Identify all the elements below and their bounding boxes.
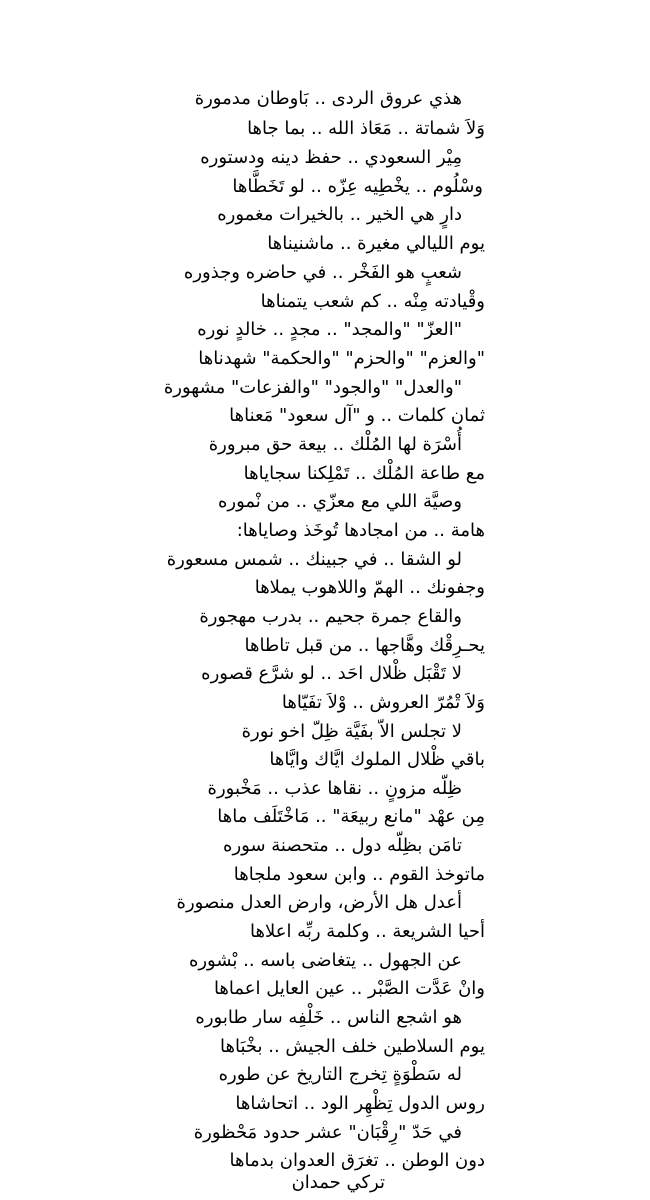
verse-line: له سَطْوَةٍ تِخرج التاريخ عن طوره xyxy=(218,1064,462,1085)
verse-line: دون الوطن .. تغرَق العدوان بدماها xyxy=(229,1150,485,1171)
verse-line: هو اشجع الناس .. خَلْفِه سار طابوره xyxy=(195,1007,462,1028)
verse-line: وقْيادته مِنْه .. كم شعب يتمناها xyxy=(260,291,485,312)
verse-line: مِن عهْد "مانع ربيعَة" .. مَاخْتَلَف ماها xyxy=(217,806,485,827)
verse-line: دارٍ هي الخير .. بالخيرات مغموره xyxy=(217,204,462,225)
verse-line: أحيا الشريعة .. وكلمة ربِّه اعلاها xyxy=(249,921,485,942)
verse-line: يوم السلاطين خلف الجيش .. بخْبَاها xyxy=(220,1036,485,1057)
verse-line: شعبٍ هو الفَخْر .. في حاضره وجذوره xyxy=(183,262,462,283)
verse-line: وصيَّة اللي مع معزّي .. من نْموره xyxy=(217,491,462,512)
verse-line: والقاع جمرة جحيم .. بدرب مهجورة xyxy=(199,606,462,627)
verse-line: لا تجلس الاّ بفَيَّة ظِلّ اخو نورة xyxy=(241,721,462,742)
verse-line: في حَدّ "رِقْبَان" عشر حدود مَحْظورة xyxy=(193,1122,462,1143)
verse-line: هامة .. من امجادها تُوخَذ وصاياها: xyxy=(236,520,485,541)
verse-line: هذي عروق الردى .. بَاوطان مدمورة xyxy=(194,88,462,109)
verse-line: باقي ظْلال الملوك ايَّاك وايَّاها xyxy=(269,749,485,770)
verse-line: روس الدول تِظْهِر الود .. اتحاشاها xyxy=(235,1093,485,1114)
verse-line: وانْ عَدَّت الصَّبْر .. عين العايل اعماها xyxy=(213,978,485,999)
verse-line: عن الجهول .. يتغاضى باسه .. بْشوره xyxy=(188,950,462,971)
verse-line: وَلاَ شماتة .. مَعَاذ الله .. بما جاها xyxy=(247,118,485,139)
verse-line: لو الشقا .. في جبينك .. شمس مسعورة xyxy=(166,549,462,570)
verse-line: أعدل هل الأرض، وارض العدل منصورة xyxy=(176,892,462,913)
verse-line: وسْلُوم .. يخْطِيه عِزّه .. لو تَخَطَّاها xyxy=(232,176,483,197)
verse-line: أُسْرَة لها المُلْك .. بيعة حق مبرورة xyxy=(208,434,462,455)
verse-line: ثمان كلمات .. و "آل سعود" مَعناها xyxy=(229,405,485,426)
verse-line: ماتوخذ القوم .. وابن سعود ملجاها xyxy=(233,864,485,885)
verse-line: وَلاَ تْمُرّ العروش .. وْلاَ تفَيّاها xyxy=(281,692,485,713)
verse-line: "والعدل" "والجود" "والفزعات" مشهورة xyxy=(163,377,462,398)
verse-line: وجفونك .. الهمّ واللاهوب يملاها xyxy=(254,577,485,598)
verse-line: ظِلّه مزونٍ .. نقاها عذب .. مَخْبورة xyxy=(207,778,462,799)
verse-line: "العزّ" "والمجد" .. مجدٍ .. خالدٍ نوره xyxy=(197,319,462,340)
verse-line: تامَن بظِلّه دول .. متحصنة سوره xyxy=(223,835,462,856)
poet-name: تركي حمدان xyxy=(291,1172,385,1193)
verse-line: "والعزم" "والحزم" "والحكمة" شهدناها xyxy=(198,348,485,369)
verse-line: مِيْر السعودي .. حفظ دينه ودستوره xyxy=(200,147,462,168)
verse-line: يوم الليالي مغيرة .. ماشنيناها xyxy=(267,233,485,254)
verse-line: يحـرِقْك وهَّاجها .. من قبل تاطاها xyxy=(244,635,485,656)
verse-line: لا تَقْبَل ظْلال احَد .. لو شرَّع قصوره xyxy=(201,663,462,684)
verse-line: مع طاعة المُلْك .. تَمْلِكنا سجاياها xyxy=(243,463,485,484)
